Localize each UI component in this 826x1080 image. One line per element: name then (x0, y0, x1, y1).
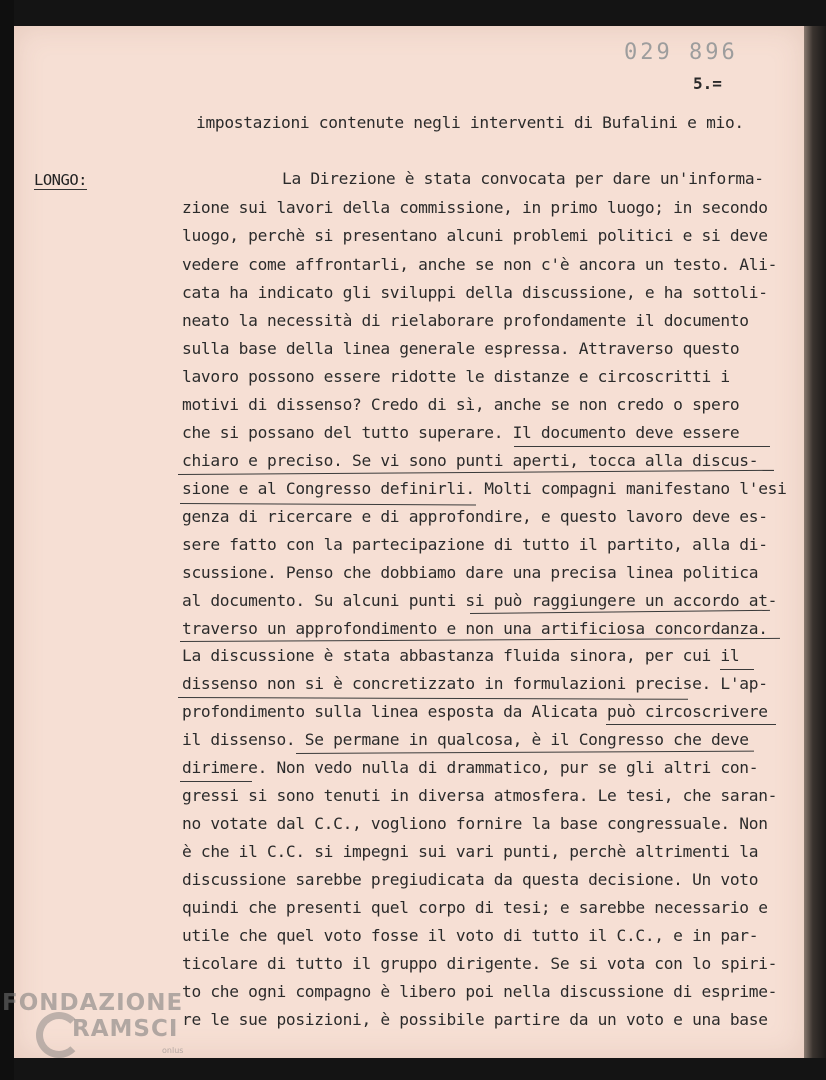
text-line: neato la necessità di rielaborare profondamente il documento (182, 311, 749, 330)
text-line: genza di ricercare e di approfondire, e questo lavoro deve es- (182, 507, 768, 526)
hand-underline (180, 781, 252, 782)
hand-underline (606, 724, 776, 725)
text-line: luogo, perchè si presentano alcuni problemi politici e si deve (182, 226, 768, 245)
hand-underline (514, 446, 770, 447)
text-line: è che il C.C. si impegni sui vari punti, perchè altrimenti la (182, 842, 759, 861)
text-line: cata ha indicato gli sviluppi della discussione, e ha sottoli- (182, 283, 768, 302)
watermark-small-text: onlus (162, 1046, 184, 1055)
text-line: dissenso non si è concretizzato in formulazioni precise. L'ap- (182, 674, 768, 693)
text-line: utile che quel voto fosse il voto di tutto il C.C., e in par- (182, 926, 759, 945)
text-line: profondimento sulla linea esposta da Alicata può circoscrivere (182, 702, 768, 721)
page-number: 5.= (693, 74, 722, 93)
paper-edge-shadow (804, 26, 826, 1058)
text-line: dirimere. Non vedo nulla di drammatico, pur se gli altri con- (182, 758, 759, 777)
text-line: sere fatto con la partecipazione di tutto il partito, alla di- (182, 535, 768, 554)
text-line: gressi si sono tenuti in diversa atmosfera. Le tesi, che saran- (182, 786, 778, 805)
text-line: lavoro possono essere ridotte le distanze e circoscritti i (182, 367, 730, 386)
scan-left-border (0, 0, 14, 1080)
text-line: sione e al Congresso definirli. Molti compagni manifestano l'esi (182, 479, 787, 498)
text-line: no votate dal C.C., vogliono fornire la base congressuale. Non (182, 814, 768, 833)
text-line: zione sui lavori della commissione, in primo luogo; in secondo (182, 198, 768, 217)
text-line: La Direzione è stata convocata per dare un'informa- (282, 169, 764, 188)
text-line: discussione sarebbe pregiudicata da questa decisione. Un voto (182, 870, 759, 889)
text-line: scussione. Penso che dobbiamo dare una precisa linea politica (182, 563, 759, 582)
watermark-line-1: FONDAZIONE (2, 990, 184, 1016)
text-line: il dissenso. Se permane in qualcosa, è il Congresso che deve (182, 730, 749, 749)
text-line: quindi che presenti quel corpo di tesi; e sarebbe necessario e (182, 898, 768, 917)
speaker-label: LONGO: (34, 171, 87, 189)
text-line: impostazioni contenute negli interventi di Bufalini e mio. (196, 113, 744, 132)
text-line: ticolare di tutto il gruppo dirigente. Se si vota con lo spiri- (182, 954, 778, 973)
text-line: re le sue posizioni, è possibile partire da un voto e una base (182, 1010, 768, 1029)
text-line: al documento. Su alcuni punti si può raggiungere un accordo at- (182, 591, 778, 610)
text-line: traverso un approfondimento e non una artificiosa concordanza. (182, 619, 768, 638)
text-line: sulla base della linea generale espressa. Attraverso questo (182, 339, 740, 358)
watermark-line-2: RAMSCI (72, 1016, 179, 1042)
text-line: La discussione è stata abbastanza fluida sinora, per cui il (182, 646, 740, 665)
text-line: motivi di dissenso? Credo di sì, anche se non credo o spero (182, 395, 740, 414)
text-line: to che ogni compagno è libero poi nella discussione di esprime- (182, 982, 778, 1001)
archive-stamp-number: 029 896 (624, 40, 738, 65)
text-line: vedere come affrontarli, anche se non c'è ancora un testo. Ali- (182, 255, 778, 274)
text-line: chiaro e preciso. Se vi sono punti aperti, tocca alla discus- (182, 451, 759, 470)
text-line: che si possano del tutto superare. Il documento deve essere (182, 423, 740, 442)
hand-underline (720, 669, 754, 670)
